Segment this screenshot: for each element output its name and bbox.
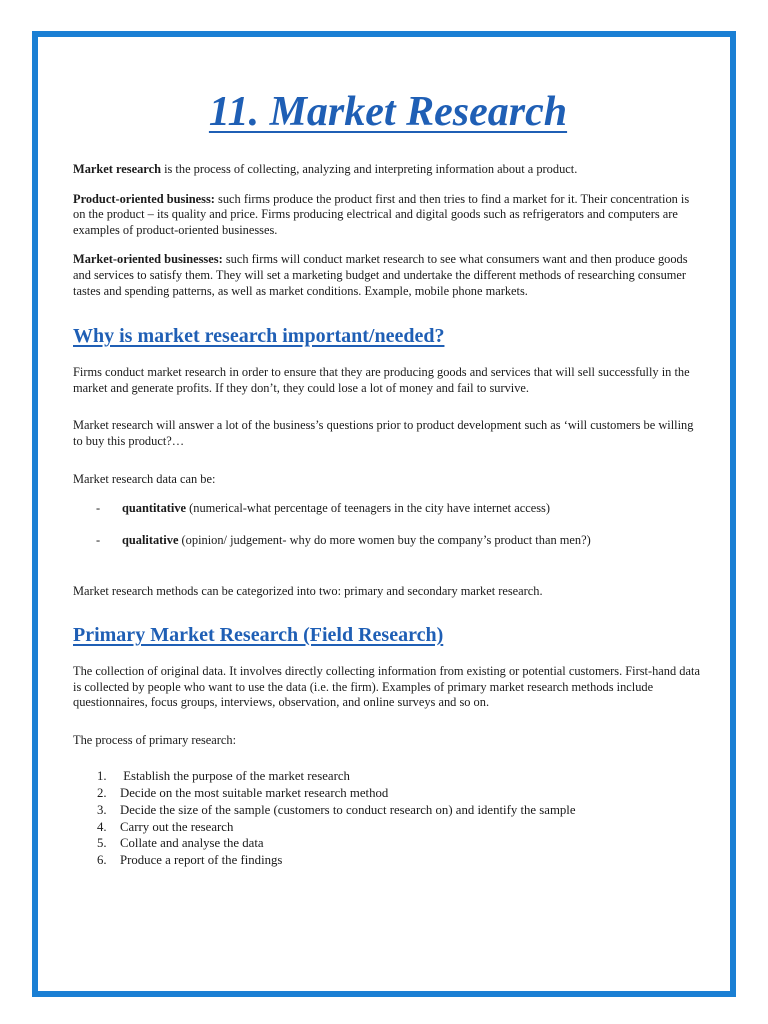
list-item-content <box>122 533 591 549</box>
step-number: 5. <box>97 836 107 851</box>
step-number: 4. <box>97 819 107 834</box>
list-item <box>73 768 703 785</box>
step-text: Carry out the research <box>120 819 234 834</box>
list-item-content <box>122 501 550 517</box>
quantitative-text: (numerical-what percentage of teenagers in the city have internet access) <box>186 501 550 516</box>
step-text: Decide on the most suitable market research method <box>120 786 389 801</box>
definition-text: is the process of collecting, analyzing and interpreting information about a product. <box>160 162 578 176</box>
page-title: 11. Market Research <box>208 89 568 135</box>
qualitative-text: (opinion/ judgement- why do more women buy the company’s product than men?) <box>178 532 591 547</box>
dash-marker: - <box>96 501 101 516</box>
step-text: Decide the size of the sample (customers to conduct research on) and identify the sample <box>120 802 576 817</box>
primary-paragraph-2: The process of primary research: <box>73 732 237 747</box>
dash-marker: - <box>96 532 101 547</box>
why-paragraph-1: Firms conduct market research in order to ensure that they are producing goods and services that will sell successfully in the market and generate profits. If they don’t, they could lose a lot of money and fail to survive. <box>73 365 690 395</box>
step-text: Produce a report of the findings <box>120 853 283 868</box>
intro-paragraph-definition <box>73 162 703 178</box>
intro-paragraph-market-oriented <box>73 252 703 299</box>
step-number: 3. <box>97 802 107 817</box>
list-item <box>73 802 703 819</box>
why-paragraph-2: Market research will answer a lot of the business’s questions prior to product development such as ‘will customers be willing to buy this product?… <box>73 418 694 448</box>
heading-why-important: Why is market research important/needed? <box>73 325 445 348</box>
heading-primary-research: Primary Market Research (Field Research) <box>73 623 444 646</box>
step-number: 6. <box>97 853 107 868</box>
step-text: Establish the purpose of the market research <box>120 769 350 784</box>
list-item <box>73 835 703 852</box>
list-item <box>73 501 703 517</box>
term-product-oriented: Product-oriented business: <box>73 191 215 206</box>
list-item <box>73 819 703 836</box>
step-text: Collate and analyse the data <box>120 836 264 851</box>
why-paragraph-4: Market research methods can be categorized into two: primary and secondary market research. <box>73 584 543 599</box>
product-oriented-text: such firms produce the product first and then tries to find a market for it. Their concentration is on the product – its quality and price. Firms producing electrical and digital goods such as refrigerators and computers are examples of product-oriented businesses. <box>73 191 690 237</box>
list-item <box>73 852 703 869</box>
term-quantitative: quantitative <box>122 501 187 516</box>
data-types-list <box>73 501 703 548</box>
step-number: 2. <box>97 786 107 801</box>
why-paragraph-3: Market research data can be: <box>73 471 216 486</box>
document-body <box>73 84 703 869</box>
list-item <box>73 533 703 549</box>
primary-paragraph-1: The collection of original data. It involves directly collecting information from existing or potential customers. First-hand data is collected by people who want to use the data (i.e. the firm). Examples of primary market research methods include questionnaires, focus groups, interviews, observation, and online surveys and so on. <box>73 663 700 710</box>
primary-research-steps <box>73 768 703 869</box>
term-market-research: Market research <box>73 162 161 176</box>
intro-paragraph-product-oriented <box>73 192 703 239</box>
term-qualitative: qualitative <box>122 532 179 547</box>
list-item <box>73 785 703 802</box>
market-oriented-text: such firms will conduct market research to see what consumers want and then produce goods and services to satisfy them. They will set a marketing budget and undertake the different methods of researching consumer tastes and spending patterns, as well as market conditions. Example, mobile phone markets. <box>73 252 688 298</box>
term-market-oriented: Market-oriented businesses: <box>73 252 223 267</box>
step-number: 1. <box>97 769 107 784</box>
